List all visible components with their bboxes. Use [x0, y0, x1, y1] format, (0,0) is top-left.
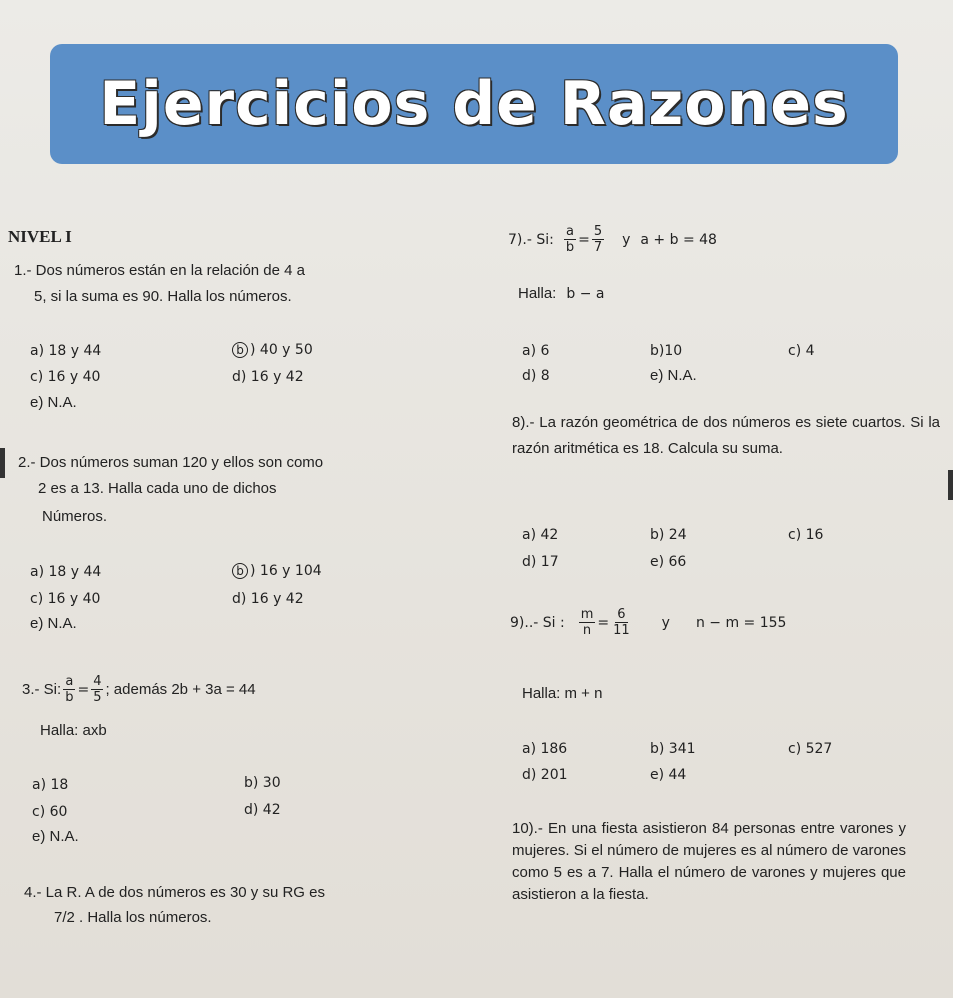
fraction: $\frac{4}{5}$ — [93, 674, 102, 705]
page-title: Ejercicios de Razones — [99, 69, 849, 139]
fraction: $\frac{6}{11}$ — [613, 607, 630, 638]
q1-option-c: c) 16 y 40 — [30, 369, 101, 385]
level-heading: NIVEL I — [8, 227, 72, 246]
q7-option-e: e) N.A. — [650, 367, 697, 384]
q8-option-c: c) 16 — [788, 527, 824, 543]
fraction: $\frac{m}{n}$ — [580, 607, 594, 638]
circled-answer-icon: b — [232, 342, 248, 358]
circled-answer-icon: b — [232, 563, 248, 579]
q1-option-a: a) 18 y 44 — [30, 343, 102, 359]
q3-option-b: b) 30 — [244, 775, 281, 791]
q3-option-d: d) 42 — [244, 802, 281, 818]
q1-option-e: e) N.A. — [30, 394, 77, 411]
q10-statement: 10).- En una fiesta asistieron 84 personas entre varones y mujeres. Si el número de mujeres es al número de varones como 5 es a 7. Halla el número de varones y mujeres que asistieron a la fiesta. — [512, 820, 906, 903]
q3-statement: 3.- Si: $\frac{a}{b}$ = $\frac{4}{5}$ ; además 2b + 3a = 44 — [22, 674, 256, 705]
q7-option-d: d) 8 — [522, 368, 550, 384]
q2-option-e: e) N.A. — [30, 615, 77, 632]
title-banner — [50, 44, 898, 164]
q1-line1: 1.- Dos números están en la relación de 4 a — [14, 262, 305, 279]
q9-statement: 9)..- Si : $\frac{m}{n}$ = $\frac{6}{11}$ y n − m = 155 — [510, 607, 787, 638]
q3-option-a: a) 18 — [32, 777, 69, 793]
q9-option-a: a) 186 — [522, 741, 568, 757]
q3-halla: Halla: axb — [40, 722, 107, 739]
q7-statement: 7).- Si: $\frac{a}{b}$ = $\frac{5}{7}$ y a + b = 48 — [508, 224, 717, 255]
fraction: $\frac{a}{b}$ — [565, 224, 575, 255]
q4-line1: 4.- La R. A de dos números es 30 y su RG es — [24, 884, 325, 901]
q2-line1: 2.- Dos números suman 120 y ellos son como — [18, 454, 324, 471]
q9-option-b: b) 341 — [650, 741, 696, 757]
q9-option-c: c) 527 — [788, 741, 833, 757]
q8-option-d: d) 17 — [522, 554, 559, 570]
q9-option-e: e) 44 — [650, 767, 687, 783]
q2-option-c: c) 16 y 40 — [30, 591, 101, 607]
fraction: $\frac{a}{b}$ — [65, 674, 74, 705]
q9-halla: Halla: m + n — [522, 685, 603, 702]
q2-line3: Números. — [42, 508, 108, 525]
q7-halla: Halla: b − a — [518, 285, 605, 302]
q1-option-d: d) 16 y 42 — [232, 369, 304, 385]
q4-line2: 7/2 . Halla los números. — [54, 909, 212, 926]
q2-option-d: d) 16 y 42 — [232, 591, 304, 607]
q3-option-e: e) N.A. — [32, 828, 79, 845]
q2-option-b: b ) 16 y 104 — [232, 562, 322, 580]
q9-option-d: d) 201 — [522, 767, 568, 783]
q1-option-b: b ) 40 y 50 — [232, 341, 313, 359]
q7-option-c: c) 4 — [788, 343, 815, 359]
q2-option-a: a) 18 y 44 — [30, 564, 102, 580]
binding-edge-mark-right — [948, 470, 953, 500]
q8-option-a: a) 42 — [522, 527, 559, 543]
q3-option-c: c) 60 — [32, 804, 68, 820]
binding-edge-mark — [0, 448, 5, 478]
q7-option-a: a) 6 — [522, 343, 550, 359]
q2-line2: 2 es a 13. Halla cada uno de dichos — [38, 480, 277, 497]
q8-option-e: e) 66 — [650, 554, 687, 570]
q8-statement: 8).- La razón geométrica de dos números es siete cuartos. Si la razón aritmética es 18. Calcula su suma. — [512, 414, 940, 457]
q1-line2: 5, si la suma es 90. Halla los números. — [34, 288, 292, 305]
q7-option-b: b)10 — [650, 343, 683, 359]
q8-option-b: b) 24 — [650, 527, 687, 543]
fraction: $\frac{5}{7}$ — [593, 224, 603, 255]
